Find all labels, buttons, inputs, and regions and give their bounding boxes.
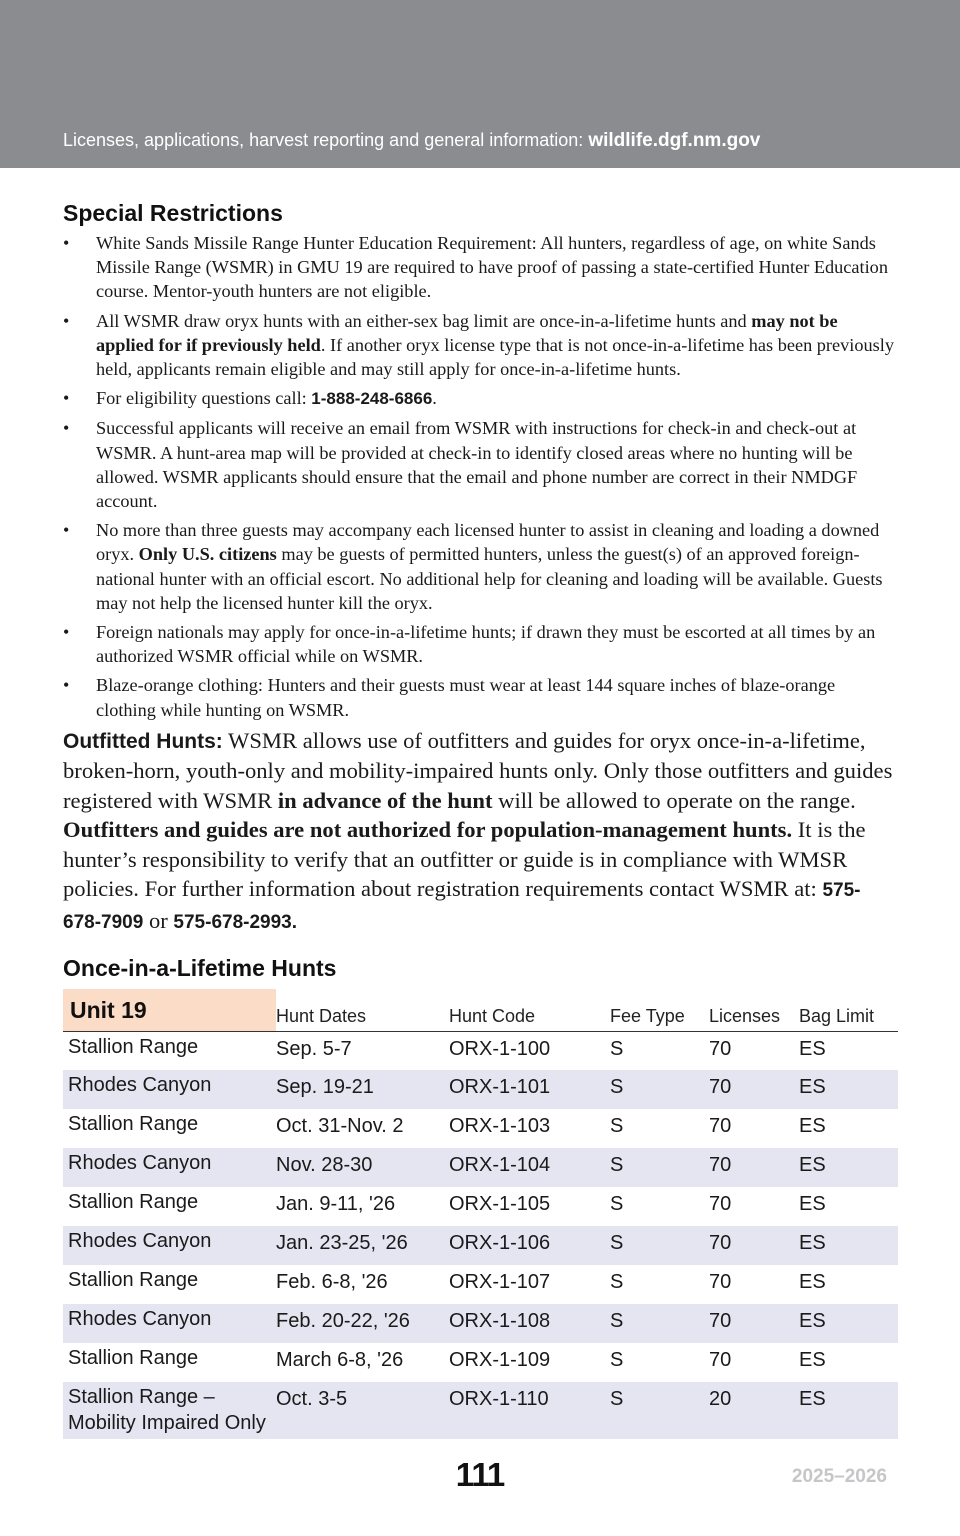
bullet-text: For eligibility questions call: — [96, 388, 312, 409]
season-label: 2025–2026 — [791, 1466, 887, 1487]
bag-limit: ES — [799, 1193, 826, 1216]
hunt-code: ORX-1-104 — [449, 1148, 610, 1187]
bag-limit: ES — [799, 1037, 826, 1060]
table-row — [63, 1226, 898, 1265]
hunt-area: Rhodes Canyon — [63, 1070, 276, 1109]
hunt-area: Stallion Range — [68, 1347, 199, 1370]
bag-limit: ES — [799, 1226, 898, 1265]
table-row — [63, 1265, 898, 1304]
bag-limit: ES — [799, 1349, 826, 1372]
hunt-dates: March 6-8, '26 — [276, 1349, 404, 1372]
bullet-text: . — [432, 388, 437, 409]
hunt-area: Rhodes Canyon — [63, 1148, 276, 1187]
bullet-emphasis: Only U.S. citizens — [138, 544, 277, 565]
fee-type: S — [610, 1070, 709, 1109]
table-row — [63, 1148, 898, 1187]
hunt-area — [63, 1382, 276, 1439]
licenses: 70 — [709, 1226, 799, 1265]
hunt-code: ORX-1-106 — [449, 1226, 610, 1265]
hunt-area-line: Mobility Impaired Only — [68, 1412, 266, 1435]
hunt-dates-header: Hunt Dates — [276, 989, 449, 1031]
wsmr-phone-2: 575-678-2993. — [173, 911, 298, 933]
hunt-dates: Oct. 3-5 — [276, 1382, 449, 1439]
hunt-dates: Jan. 23-25, '26 — [276, 1226, 449, 1265]
hunt-code: ORX-1-105 — [449, 1193, 551, 1216]
hunt-dates: Feb. 20-22, '26 — [276, 1304, 449, 1343]
fee-type: S — [610, 1037, 624, 1060]
hunt-code: ORX-1-110 — [449, 1382, 610, 1439]
fee-type: S — [610, 1115, 624, 1138]
bag-limit: ES — [799, 1115, 826, 1138]
hunt-code: ORX-1-108 — [449, 1304, 610, 1343]
page-content — [63, 198, 898, 1439]
paragraph-emphasis: in advance of the hunt — [277, 787, 493, 813]
hunt-dates: Nov. 28-30 — [276, 1148, 449, 1187]
licenses: 70 — [709, 1349, 732, 1372]
table-row — [63, 1031, 898, 1070]
fee-type: S — [610, 1271, 624, 1294]
bullet-emphasis: may not be applied for if previously held — [96, 310, 838, 355]
list-item — [63, 386, 898, 411]
licenses-header: Licenses — [709, 989, 799, 1031]
hunt-area: Stallion Range — [68, 1113, 199, 1136]
eligibility-phone: 1-888-248-6866 — [311, 389, 433, 409]
outfitted-hunts-paragraph — [63, 726, 898, 938]
licenses: 70 — [709, 1148, 799, 1187]
header-banner — [0, 0, 960, 168]
fee-type: S — [610, 1148, 709, 1187]
restrictions-list — [63, 231, 898, 722]
list-item — [63, 673, 898, 721]
table-row — [63, 1070, 898, 1109]
paragraph-text: It is the hunter’s responsibility to verify that an outfitter or guide is in compliance with WMSR policies. For further information about registration requirements contact WSMR at: — [63, 817, 866, 902]
bag-limit: ES — [799, 1070, 898, 1109]
hunt-code: ORX-1-101 — [449, 1070, 610, 1109]
once-in-a-lifetime-heading: Once-in-a-Lifetime Hunts — [63, 955, 337, 982]
list-item — [63, 518, 898, 615]
licenses: 70 — [709, 1037, 732, 1060]
hunt-dates: Oct. 31-Nov. 2 — [276, 1115, 404, 1138]
paragraph-text: WSMR allows use of outfitters and guides for oryx once-in-a-lifetime, broken-horn, youth-only and mobility-impaired hunts only. Only those outfitters and guides registered with WSMR — [63, 727, 893, 813]
bag-limit: ES — [799, 1304, 898, 1343]
hunt-code: ORX-1-107 — [449, 1271, 551, 1294]
list-item — [63, 416, 898, 513]
hunt-area: Rhodes Canyon — [63, 1226, 276, 1265]
fee-type: S — [610, 1193, 624, 1216]
hunt-code-header: Hunt Code — [449, 989, 610, 1031]
list-item — [63, 620, 898, 668]
bag-limit: ES — [799, 1382, 898, 1439]
hunt-dates: Jan. 9-11, '26 — [276, 1193, 396, 1216]
list-item — [63, 231, 898, 304]
hunt-code: ORX-1-103 — [449, 1115, 551, 1138]
paragraph-text: will be allowed to operate on the range. — [492, 787, 856, 813]
licenses: 20 — [709, 1382, 799, 1439]
wsmr-phone-1: 575-678-7909 — [63, 880, 861, 933]
licenses: 70 — [709, 1115, 732, 1138]
hunt-area: Stallion Range — [68, 1191, 199, 1214]
hunt-dates: Sep. 5-7 — [276, 1037, 352, 1060]
hunt-area: Rhodes Canyon — [63, 1304, 276, 1343]
table-row — [63, 1187, 898, 1226]
table-row — [63, 1304, 898, 1343]
hunt-area: Stallion Range — [68, 1269, 199, 1292]
bag-limit-header: Bag Limit — [799, 989, 898, 1031]
header-tagline — [63, 130, 760, 152]
bullet-text: Blaze-orange clothing: Hunters and their guests must wear at least 144 square inches of blaze-orange clothing while hunting on WSMR. — [96, 675, 836, 720]
outfitted-hunts-lead: Outfitted Hunts: — [63, 729, 223, 753]
hunt-area-line: Stallion Range – — [68, 1386, 215, 1409]
hunt-dates: Feb. 6-8, '26 — [276, 1271, 388, 1294]
hunt-code: ORX-1-109 — [449, 1349, 551, 1372]
fee-type: S — [610, 1226, 709, 1265]
fee-type: S — [610, 1304, 709, 1343]
list-item — [63, 309, 898, 382]
paragraph-emphasis: Outfitters and guides are not authorized for population-management hunts. — [63, 817, 793, 843]
unit-header: Unit 19 — [63, 989, 276, 1031]
fee-type-header: Fee Type — [610, 989, 709, 1031]
licenses: 70 — [709, 1304, 799, 1343]
bullet-text: may be guests of permitted hunters, unless the guest(s) of an approved foreign-national hunter with an official escort. No additional help for cleaning and loading will be available. Guests may not help the licensed hunter kill the oryx. — [96, 544, 883, 613]
fee-type: S — [610, 1349, 624, 1372]
paragraph-text: or — [143, 907, 174, 933]
licenses: 70 — [709, 1193, 732, 1216]
special-restrictions-heading: Special Restrictions — [63, 200, 283, 226]
fee-type: S — [610, 1382, 709, 1439]
hunts-table — [63, 989, 898, 1439]
hunt-dates: Sep. 19-21 — [276, 1070, 449, 1109]
licenses: 70 — [709, 1271, 732, 1294]
bag-limit: ES — [799, 1271, 826, 1294]
hunt-area: Stallion Range — [68, 1035, 199, 1058]
bag-limit: ES — [799, 1148, 898, 1187]
table-row — [63, 1382, 898, 1439]
bullet-text: Foreign nationals may apply for once-in-a-lifetime hunts; if drawn they must be escorted at all times by an authorized WSMR official while on WSMR. — [96, 622, 876, 667]
page-number: 111 — [455, 1456, 505, 1493]
bullet-text: . If another oryx license type that is not once-in-a-lifetime has been previously held, applicants remain eligible and may still apply for once-in-a-lifetime hunts. — [96, 334, 894, 380]
bullet-text: All WSMR draw oryx hunts with an either-sex bag limit are once-in-a-lifetime hunts and — [96, 310, 752, 331]
website-link[interactable]: wildlife.dgf.nm.gov — [588, 130, 761, 151]
table-header-row — [63, 989, 898, 1031]
table-row — [63, 1109, 898, 1148]
table-row — [63, 1343, 898, 1382]
licenses: 70 — [709, 1070, 799, 1109]
tagline-text: Licenses, applications, harvest reporting and general information: — [63, 130, 584, 150]
hunt-code: ORX-1-100 — [449, 1037, 551, 1060]
bullet-text: No more than three guests may accompany each licensed hunter to assist in cleaning and loading a downed oryx. — [96, 520, 880, 565]
bullet-text: White Sands Missile Range Hunter Education Requirement: All hunters, regardless of age, on white Sands Missile Range (WSMR) in GMU 19 are required to have proof of passing a state-certified Hunter Education course. Mentor-youth hunters are not eligible. — [96, 233, 888, 302]
bullet-text: Successful applicants will receive an email from WSMR with instructions for check-in and check-out at WSMR. A hunt-area map will be provided at check-in to identify closed areas where no hunting will be allowed. WSMR applicants should ensure that the email and phone number are correct in their NMDGF account. — [96, 418, 858, 512]
